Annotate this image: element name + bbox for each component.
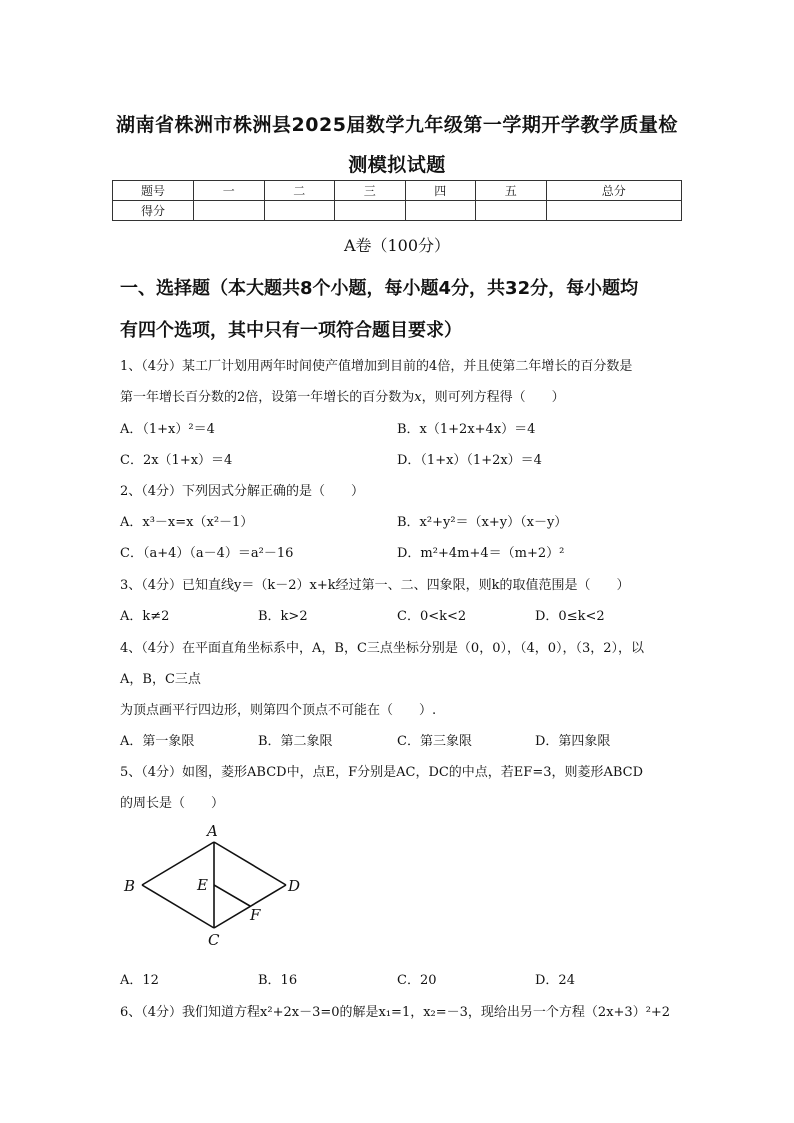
q1-stem-line1: 1、（4分）某工厂计划用两年时间使产值增加到目前的4倍，并且使第二年增长的百分数是 <box>120 359 633 374</box>
score-cell <box>335 201 406 221</box>
point-label-f: F <box>250 906 261 924</box>
exam-title-line1: 湖南省株洲市株洲县2025届数学九年级第一学期开学教学质量检 <box>116 114 678 136</box>
q5-option-d: D．24 <box>535 973 575 988</box>
score-header-cell: 二 <box>264 181 335 201</box>
q5-option-c: C．20 <box>397 973 437 988</box>
q1-stem-line2 <box>120 386 565 405</box>
vertex-label-d: D <box>288 877 301 895</box>
q5-stem-line2: 的周长是（ ） <box>120 796 225 811</box>
score-cell <box>546 201 682 221</box>
score-header-cell: 五 <box>476 181 547 201</box>
q4-stem-line3: 为顶点画平行四边形，则第四个顶点不可能在（ ）. <box>120 703 437 718</box>
q3-option-b: B．k>2 <box>258 609 308 624</box>
q1-option-a: A．（1+x）²＝4 <box>120 422 215 437</box>
q3-option-c: C．0<k<2 <box>397 609 467 624</box>
q1-option-c: C．2x（1+x）＝4 <box>120 453 233 468</box>
score-cell <box>264 201 335 221</box>
score-cell <box>194 201 265 221</box>
score-table <box>112 180 682 221</box>
q6-stem-line1: 6、（4分）我们知道方程x²+2x－3=0的解是x₁=1，x₂=－3，现给出另一个方程（2x+3）²+2 <box>120 1005 671 1020</box>
section-1-heading-line2: 有四个选项，其中只有一项符合题目要求） <box>120 320 462 341</box>
vertex-label-a: A <box>207 822 218 840</box>
score-table-score-row <box>113 201 682 221</box>
score-header-cell: 题号 <box>113 181 194 201</box>
score-header-cell: 总分 <box>546 181 682 201</box>
q1-option-b: B．x（1+2x+4x）＝4 <box>397 422 536 437</box>
q1-stem-text-a: 第一年增长百分数的2倍，设第一年增长的百分数为 <box>120 390 415 405</box>
score-header-cell: 三 <box>335 181 406 201</box>
score-table-header-row <box>113 181 682 201</box>
q4-option-c: C．第三象限 <box>397 734 472 749</box>
segment-da <box>214 842 286 885</box>
point-label-e: E <box>197 876 208 894</box>
vertex-label-c: C <box>208 931 220 949</box>
q4-stem-line2: A，B，C三点 <box>120 672 201 687</box>
q4-option-b: B．第二象限 <box>258 734 333 749</box>
q1-stem-variable: x <box>414 390 422 405</box>
q5-option-b: B．16 <box>258 973 298 988</box>
q5-option-a: A．12 <box>120 973 159 988</box>
segment-ef <box>214 885 250 906</box>
q2-stem: 2、（4分）下列因式分解正确的是（ ） <box>120 484 365 499</box>
q2-option-a: A．x³－x=x（x²－1） <box>120 515 254 530</box>
section-1-heading-line1: 一、选择题（本大题共8个小题，每小题4分，共32分，每小题均 <box>120 278 639 299</box>
q3-stem: 3、（4分）已知直线y＝（k－2）x+k经过第一、二、四象限，则k的取值范围是（ ） <box>120 578 630 593</box>
q3-option-a: A．k≠2 <box>120 609 170 624</box>
rhombus-figure <box>120 818 320 950</box>
q4-option-a: A．第一象限 <box>120 734 195 749</box>
exam-title-line2: 测模拟试题 <box>348 154 446 176</box>
q2-option-b: B．x²+y²＝（x+y）（x－y） <box>397 515 568 530</box>
score-cell <box>476 201 547 221</box>
q1-option-d: D．（1+x）（1+2x）＝4 <box>397 453 542 468</box>
q5-stem-line1: 5、（4分）如图，菱形ABCD中，点E，F分别是AC，DC的中点，若EF=3，则菱形ABCD <box>120 765 644 780</box>
q2-option-c: C．（a+4）（a－4）＝a²－16 <box>120 546 294 561</box>
score-row-label: 得分 <box>113 201 194 221</box>
q4-option-d: D．第四象限 <box>535 734 611 749</box>
vertex-label-b: B <box>124 877 136 895</box>
score-header-cell: 四 <box>405 181 476 201</box>
q2-option-d: D．m²+4m+4＝（m+2）² <box>397 546 565 561</box>
q3-option-d: D．0≤k<2 <box>535 609 605 624</box>
q1-stem-text-b: ，则可列方程得（ ） <box>421 390 565 405</box>
score-cell <box>405 201 476 221</box>
section-a-heading: A卷（100分） <box>343 236 451 255</box>
score-header-cell: 一 <box>194 181 265 201</box>
q4-stem-line1: 4、（4分）在平面直角坐标系中，A，B，C三点坐标分别是（0，0），（4，0），（3，2），以 <box>120 641 645 656</box>
